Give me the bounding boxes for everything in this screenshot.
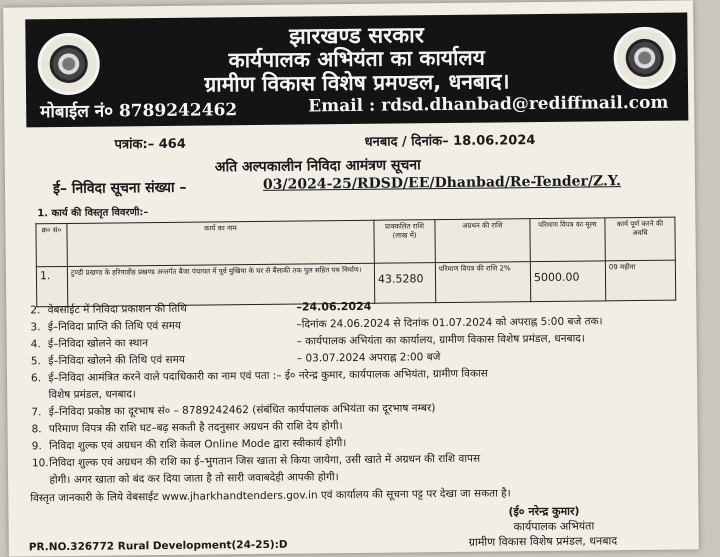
signatory-office: ग्रामीण विकास विशेष प्रमंडल, धनबाद [468, 534, 618, 549]
details-line: विस्तृत जानकारी के लिये वेबसाईट www.jharkhandtenders.gov.in एवं कार्यालय की सूचना पट्ट पर देखा जा सकता है। [30, 487, 511, 505]
header-mobile: मोबाईल नं० 8789242462 [40, 100, 238, 123]
list-item: 9. निविदा शुल्क एवं अग्रधन की राशि केवल Online Mode द्वारा स्वीकार्य होगी। [31, 437, 347, 453]
list-item: 3. ई–निविदा प्राप्ति की तिथि एवं समय [30, 319, 182, 334]
cell-estimate: 43.5280 [374, 263, 435, 304]
list-item-value: –24.06.2024 [296, 299, 372, 314]
col-header: अग्रधन की राशि [435, 219, 530, 263]
list-item: 10. निविदा शुल्क एवं अग्रधन की राशि का ई–भुगतान जिस खाता से किया जायेगा, उसी खाते में अग्रधन की राशि वापस [31, 452, 481, 470]
list-item: 6. ई–निविदा आमंत्रित करने वाले पदाधिकारी का नाम एवं पता :– ई० नरेन्द्र कुमार, कार्यपालक अभियंता, ग्रामीण विकास [30, 367, 488, 385]
notice-paper [3, 0, 699, 556]
signatory-name: (ई० नरेन्द्र कुमार) [508, 504, 580, 519]
header-division: ग्रामीण विकास विशेष प्रमण्डल, धनबाद। [204, 69, 510, 97]
place-date: धनबाद / दिनांक– 18.06.2024 [364, 133, 536, 150]
cell-completion-period: 09 महीना [605, 260, 675, 301]
list-item-value: –दिनांक 24.06.2024 से दिनांक 01.07.2024 को अपराह्न 5:00 बजे तक। [296, 315, 603, 331]
table-header-row [36, 217, 675, 267]
cell-serial: 1. [36, 266, 67, 306]
list-item: होगी। अगर खाता को बंद कर दिया जाता है तो सारी जवाबदेही आपकी होगी। [49, 471, 339, 487]
col-header: क्र० सं० [36, 223, 67, 266]
list-item: 4. ई–निविदा खोलने का स्थान [30, 337, 149, 351]
list-item-value: – 03.07.2024 अपराह्न 2:00 बजे [296, 351, 441, 365]
header-office: कार्यपालक अभियंता का कार्यालय [228, 45, 486, 73]
notice-title: अति अल्पकालीन निविदा आमंत्रण सूचना [214, 157, 421, 176]
col-header: प्राक्कलित राशि (लाख में) [374, 220, 435, 264]
header-email: Email : rdsd.dhanbad@rediffmail.com [308, 92, 669, 117]
list-item: 2. वेबसाईट में निविदा प्रकाशन की तिथि [30, 302, 187, 317]
signatory-designation: कार्यपालक अभियंता [513, 519, 595, 534]
pr-number: PR.NO.326772 Rural Development(24-25):D [28, 538, 288, 554]
list-item-value: – कार्यपालक अभियंता का कार्यालय, ग्रामीण विकास विशेष प्रमंडल, धनबाद। [296, 332, 585, 348]
section-work-details: 1. कार्य की विस्तृत विवरणी:– [37, 207, 149, 220]
header-government: झारखण्ड सरकार [288, 23, 424, 50]
col-header: कार्य पूर्ण करने की अवधि [605, 217, 675, 261]
works-table [35, 217, 676, 308]
col-header: कार्य का नाम [67, 220, 374, 266]
header-banner [25, 12, 688, 127]
letter-number: पत्रांक:– 464 [114, 136, 186, 153]
list-item: 8. परिमाण विपत्र की राशि घट–बढ़ सकती है तदनुसार अग्रधन की राशि देय होगी। [31, 420, 343, 436]
list-item: विशेष प्रमंडल, धनबाद। [48, 388, 136, 402]
cell-work-name: टुण्डी प्रखण्ड के हरियाडीह प्रखण्ड अन्तर्गत बैंजा पंचायत में पूर्व मुखिया के घर से बैंसाकी तक पुल सहित पथ निर्माण। [67, 263, 374, 306]
cell-earnest-money: परिमाण विपत्र की राशि 2% [435, 262, 530, 303]
list-item: 7. ई–निविदा प्रकोष्ठ का दूरभाष सं० – 8789242462 (संबंधित कार्यपालक अभियंता का दूरभाष नम्बर) [31, 402, 436, 419]
col-header: परिमाण विपत्र का मूल्य [530, 218, 605, 262]
cell-bill-cost: 5000.00 [530, 261, 605, 302]
tender-number: 03/2024-25/RDSD/EE/Dhanbad/Re-Tender/Z.Y. [262, 173, 622, 193]
tender-label: ई– निविदा सूचना संख्या – [52, 179, 187, 198]
list-item: 5. ई–निविदा खोलने की तिथि एवं समय [30, 353, 186, 368]
